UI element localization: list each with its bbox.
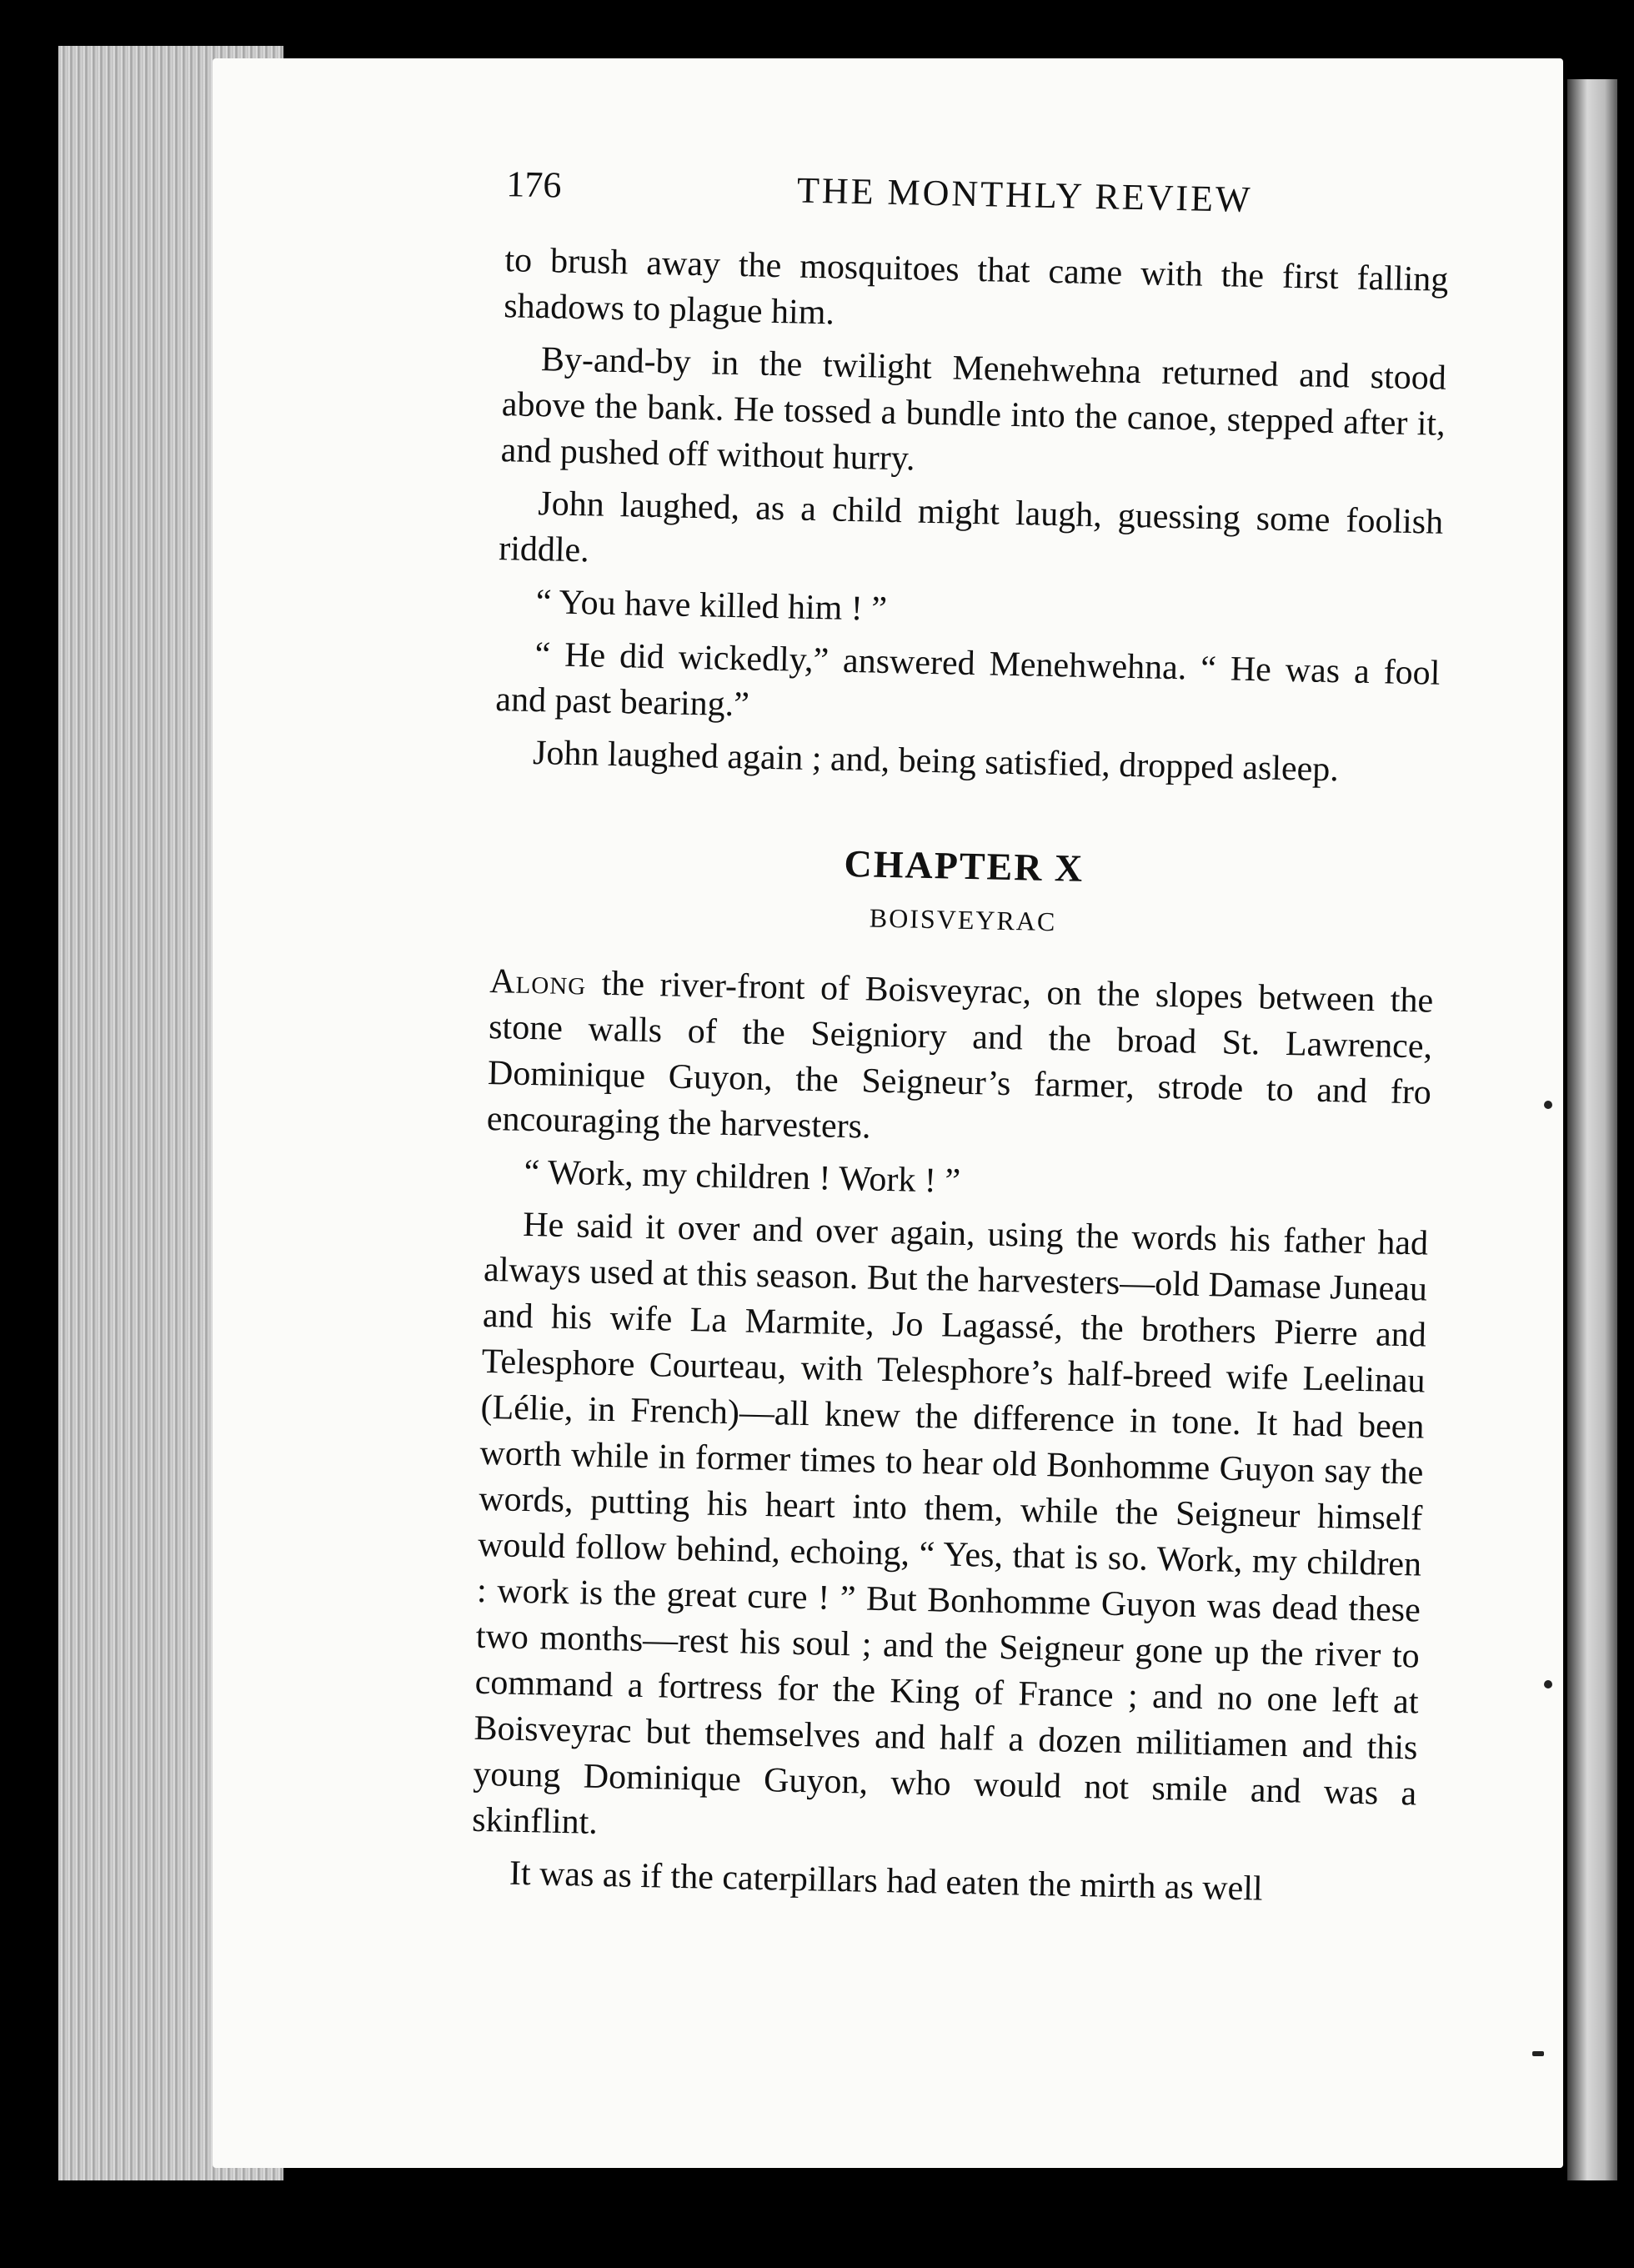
paragraph-text: the river-front of Boisveyrac, on the slopes between the stone walls of the Seigniory and the broad St. Lawrence, Dominique Guyon, the Seigneur’s farmer, strode to and fro encouraging the harvesters. <box>486 964 1434 1147</box>
paragraph: John laughed, as a child might laugh, guessing some foolish riddle. <box>498 484 1444 570</box>
paragraph: to brush away the mosquitoes that came with the first falling shadows to plague him. <box>503 241 1449 333</box>
chapter-subtitle: BOISVEYRAC <box>869 902 1057 937</box>
paragraph: “ Work, my children ! Work ! ” <box>524 1152 961 1201</box>
page-number: 176 <box>505 163 562 206</box>
book-page-edge-right <box>1567 79 1617 2180</box>
paragraph: He said it over and over again, using the words his father had always used at this season. But the harvesters—old Damase Juneau and his wife La Marmite, Jo Lagassé, the brothers Pierre and Telesphore Courteau, with Telesphore’s half-breed wife Leelinau (Lélie, in French)—all knew the difference in tone. It had been worth while in former times to hear old Bonhomme Guyon say the words, putting his heart into them, while the Seigneur himself would follow behind, echoing, “ Yes, that is so. Work, my children : work is the great cure ! ” But Bonhomme Guyon was dead these two months—rest his soul ; and the Seigneur gone up the river to command a fortress for the King of France ; and no one left at Boisveyrac but themselves and half a dozen militiamen and this young Dominique Guyon, who would not smile and was a skinflint. <box>471 1205 1429 1842</box>
margin-mark <box>1544 1680 1552 1688</box>
margin-mark <box>1544 1101 1552 1109</box>
page-content <box>263 158 1500 1924</box>
lead-smallcaps: Along <box>489 961 587 1003</box>
paragraph: John laughed again ; and, being satisfied, dropped asleep. <box>532 734 1340 790</box>
chapter-heading: CHAPTER X <box>844 841 1085 890</box>
paragraph: “ He did wickedly,” answered Menehwehna. “ He was a fool and past bearing.” <box>494 635 1441 725</box>
chapter-opening-paragraph <box>486 959 1433 1162</box>
paragraph: It was as if the caterpillars had eaten the mirth as well <box>509 1854 1264 1909</box>
margin-mark <box>1532 2051 1544 2056</box>
paragraph: By-and-by in the twilight Menehwehna returned and stood above the bank. He tossed a bundle into the canoe, stepped after it, and pushed off without hurry. <box>500 340 1447 479</box>
running-title: THE MONTHLY REVIEW <box>796 169 1253 220</box>
body-text <box>263 233 1498 1917</box>
paragraph: “ You have killed him ! ” <box>535 583 888 629</box>
